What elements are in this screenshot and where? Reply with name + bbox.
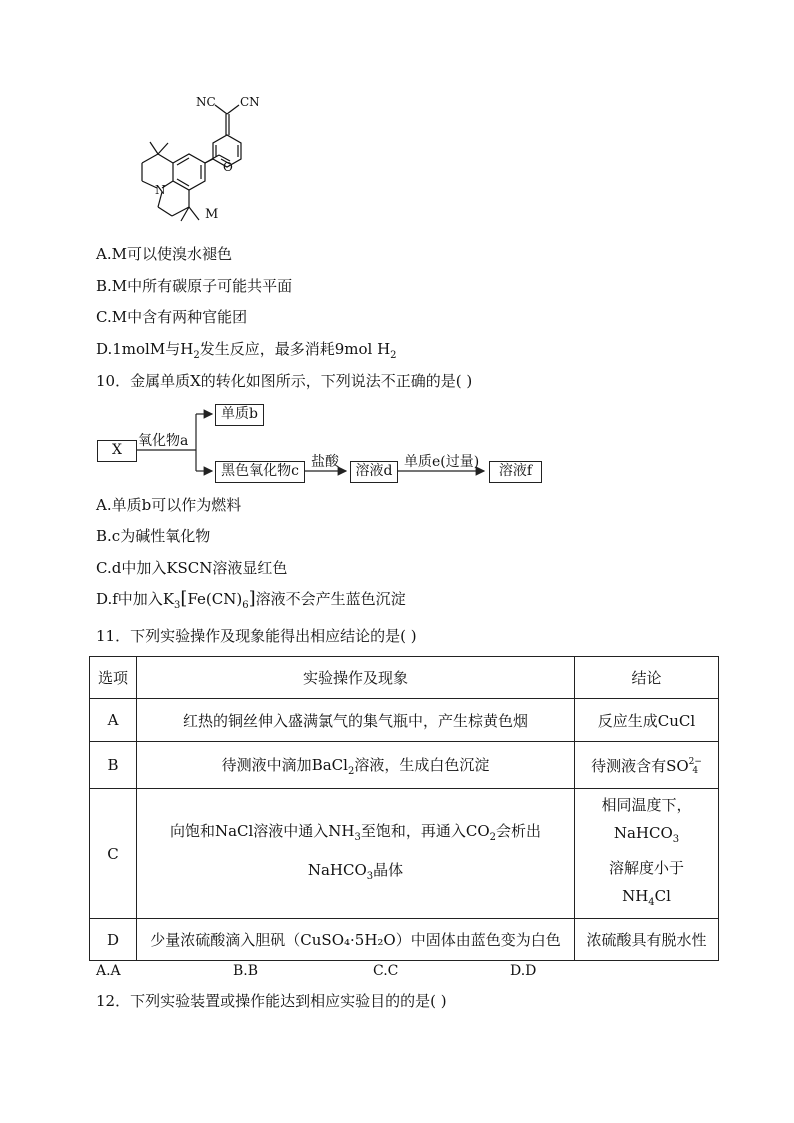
q10-d-k: K xyxy=(162,590,175,608)
q9-d-h2: H xyxy=(377,340,391,358)
molecule-label-nc: NC xyxy=(196,95,216,109)
row-b-operation xyxy=(137,742,575,789)
table-row xyxy=(90,742,719,789)
row-b-op-sub: 2 xyxy=(347,765,355,777)
row-c-op2-post: 晶体 xyxy=(373,860,404,879)
row-c-con4-chem: NH xyxy=(622,886,649,905)
row-c-op1-nh-sub: 3 xyxy=(354,831,361,843)
row-c-con1: 相同温度下， xyxy=(601,795,692,814)
q11-answer-d: D.D xyxy=(510,963,537,979)
q11-table xyxy=(89,656,719,961)
q9-d-prefix: D.1molM与 xyxy=(96,340,181,358)
q9-option-a: A.M可以使溴水褪色 xyxy=(96,245,232,263)
row-b-conclusion xyxy=(575,742,719,789)
header-conclusion: 结论 xyxy=(575,657,719,699)
molecule-label-cn: CN xyxy=(240,95,260,109)
row-b-option: B xyxy=(90,742,137,789)
header-option: 选项 xyxy=(90,657,137,699)
molecule-label-n: N xyxy=(155,183,166,197)
q10-box-f: 溶液f xyxy=(489,461,542,483)
row-c-con2-chem: NaHCO xyxy=(613,823,673,842)
q10-arrow3-label: 单质e(过量) xyxy=(404,454,480,470)
q9-d-sub: 2 xyxy=(193,350,200,361)
row-c-op2-chem: NaHCO xyxy=(307,860,367,879)
molecule-label-o: O xyxy=(223,160,233,174)
q11-stem: 11．下列实验操作及现象能得出相应结论的是( ) xyxy=(96,627,417,645)
q11-answer-b: B.B xyxy=(233,963,259,979)
row-c-op-line2 xyxy=(141,854,570,893)
row-b-op-pre: 待测液中滴加 xyxy=(221,755,312,774)
row-c-conclusion xyxy=(575,789,719,919)
row-b-con-sub: 4 xyxy=(692,765,699,776)
q10-arrow1-label: 氧化物a xyxy=(138,433,189,449)
row-c-operation xyxy=(137,789,575,919)
q9-option-d xyxy=(96,339,397,366)
row-a-operation: 红热的铜丝伸入盛满氯气的集气瓶中，产生棕黄色烟 xyxy=(137,699,575,742)
table-row xyxy=(90,699,719,742)
row-c-op2-sub: 3 xyxy=(366,870,374,882)
q10-option-d: D.f中加入$K_3[Fe(CN)_6]$溶液不会产生蓝色沉淀 xyxy=(96,588,406,611)
q11-answer-a: A.A xyxy=(96,963,121,979)
q10-box-x: X xyxy=(97,440,137,462)
q10-stem: 10．金属单质X的转化如图所示，下列说法不正确的是( ) xyxy=(96,372,473,390)
q10-option-c: C.d中加入KSCN溶液显红色 xyxy=(96,559,288,577)
table-row xyxy=(90,657,719,699)
row-d-operation: 少量浓硫酸滴入胆矾（CuSO₄·5H₂O）中固体由蓝色变为白色 xyxy=(137,919,575,961)
row-b-con-chem: SO xyxy=(666,756,689,775)
q10-box-c: 黑色氧化物c xyxy=(215,461,305,483)
row-c-option: C xyxy=(90,789,137,919)
row-c-con4-post: Cl xyxy=(654,886,671,905)
row-a-conclusion: 反应生成CuCl xyxy=(575,699,719,742)
q10-option-b: B.c为碱性氧化物 xyxy=(96,527,211,545)
q12-stem: 12．下列实验装置或操作能达到相应实验目的的是( ) xyxy=(96,992,447,1010)
row-c-con2 xyxy=(579,819,714,854)
row-c-op1-mid: 至饱和，再通入 xyxy=(360,821,466,840)
q9-d-sub2: 2 xyxy=(390,350,397,361)
row-c-op1-pre: 向饱和NaCl溶液中通入 xyxy=(169,821,329,840)
row-c-con4 xyxy=(579,882,714,917)
q9-d-h: H xyxy=(180,340,194,358)
row-b-op-chem: BaCl xyxy=(311,755,348,774)
q10-d-fe: Fe(CN) xyxy=(187,590,243,608)
row-d-conclusion: 浓硫酸具有脱水性 xyxy=(575,919,719,961)
q10-d-fe-sub: 6 xyxy=(242,600,249,611)
row-c-op1-post: 会析出 xyxy=(496,821,542,840)
q10-d-suffix: 溶液不会产生蓝色沉淀 xyxy=(255,590,406,608)
row-c-con4-sub: 4 xyxy=(648,896,655,908)
q9-d-mid: 发生反应，最多消耗9mol xyxy=(199,340,373,358)
table-row xyxy=(90,789,719,919)
q9-option-b: B.M中所有碳原子可能共平面 xyxy=(96,277,293,295)
row-c-con2-sub: 3 xyxy=(672,833,680,845)
molecule-name: M xyxy=(205,207,219,222)
row-c-op1-co: CO xyxy=(465,821,490,840)
q10-option-a: A.单质b可以作为燃料 xyxy=(96,496,242,514)
header-operation: 实验操作及现象 xyxy=(137,657,575,699)
row-c-con3: 溶解度小于 xyxy=(608,858,684,877)
row-d-option: D xyxy=(90,919,137,961)
q10-d-prefix: D.f中加入 xyxy=(96,590,163,608)
q11-answer-c: C.C xyxy=(373,963,399,979)
row-b-con-pre: 待测液含有 xyxy=(591,756,667,775)
q10-box-b: 单质b xyxy=(215,404,264,426)
q10-arrow2-label: 盐酸 xyxy=(311,454,339,470)
row-b-op-post: 溶液，生成白色沉淀 xyxy=(354,755,490,774)
row-a-option: A xyxy=(90,699,137,742)
molecule-m-structure xyxy=(78,88,278,238)
row-c-op1-nh: NH xyxy=(328,821,355,840)
q10-box-d: 溶液d xyxy=(350,461,398,483)
q10-d-k-sub: 3 xyxy=(174,600,181,611)
row-c-op1-co-sub: 2 xyxy=(489,831,497,843)
table-row xyxy=(90,919,719,961)
q9-option-c: C.M中含有两种官能团 xyxy=(96,308,248,326)
row-b-con-sup: 2− xyxy=(688,756,702,767)
row-c-op-line1 xyxy=(141,815,570,854)
